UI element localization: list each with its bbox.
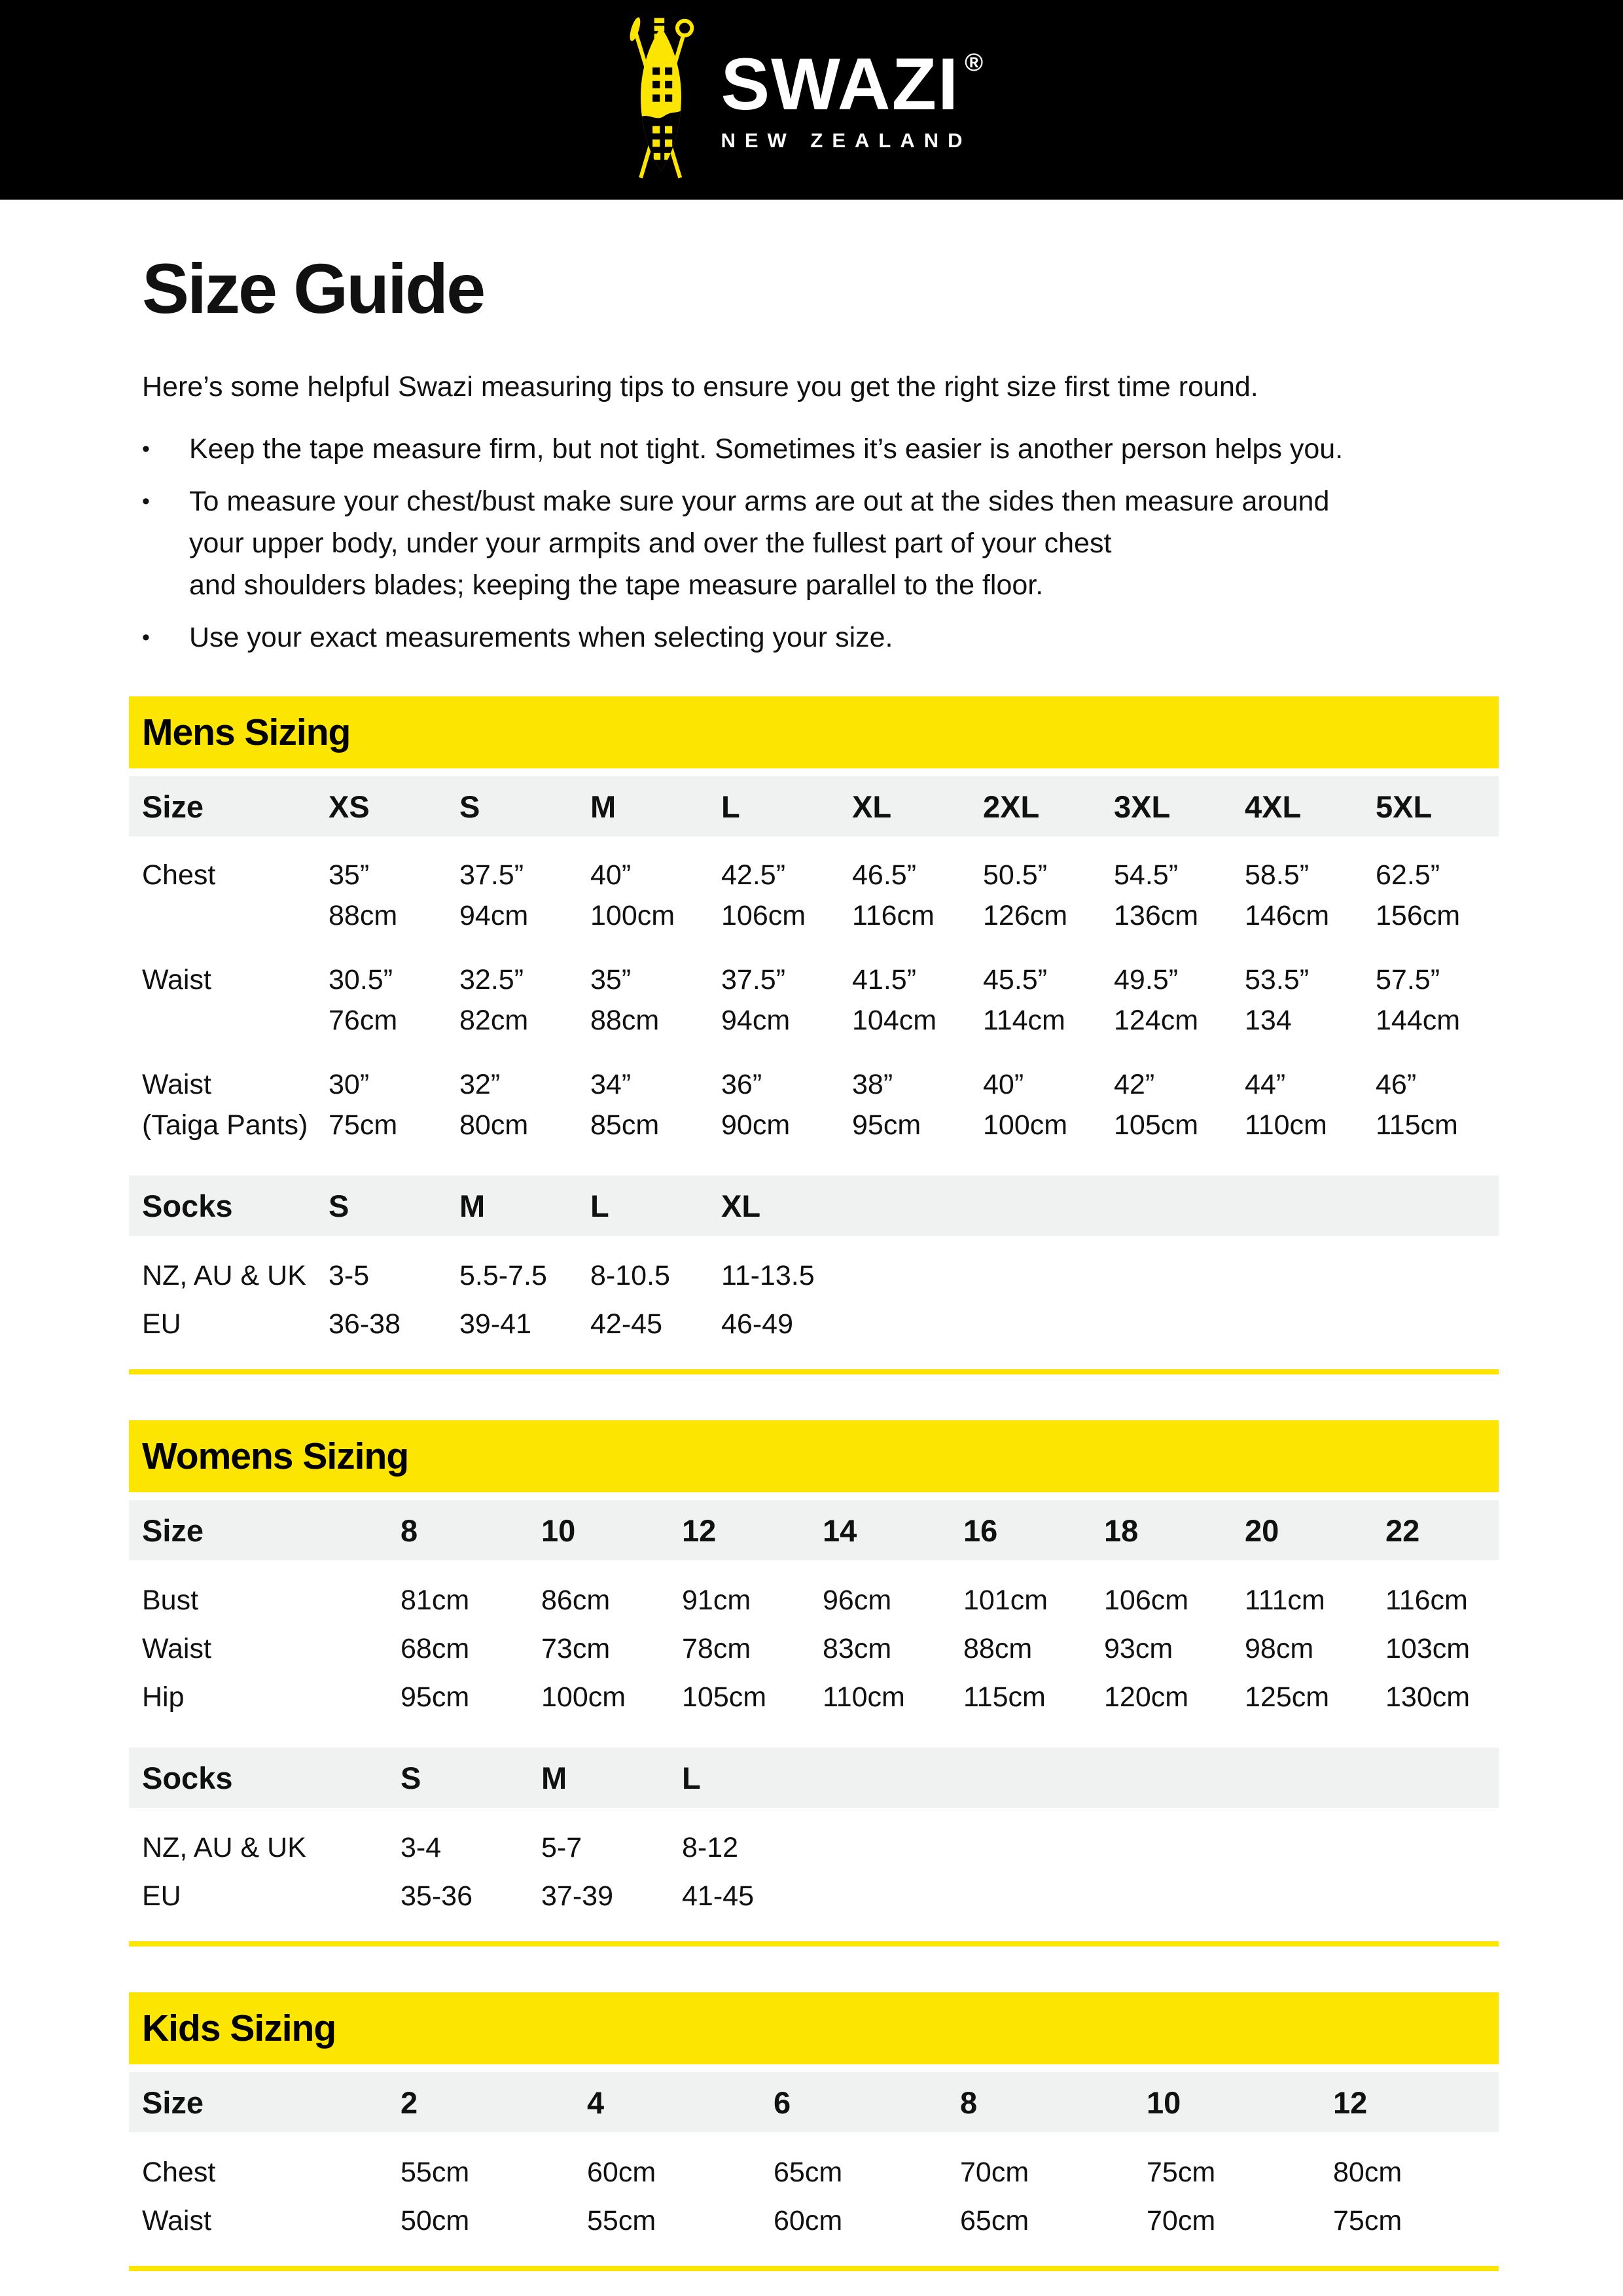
measurement-cell: [823, 1628, 963, 1669]
kids-size-header-row: [129, 2072, 1499, 2132]
size-header-label: Size: [142, 1513, 204, 1548]
bullet-marker: •: [142, 625, 150, 651]
measurement-cell: [1385, 1677, 1499, 1717]
measurement-cell: [459, 1064, 590, 1145]
mens-row-chest: [129, 855, 1499, 936]
inches-value: 32.5”: [459, 964, 524, 996]
cm-value: 90cm: [721, 1109, 791, 1141]
measurement-cell: [401, 1827, 541, 1868]
measurement-cell: [401, 1876, 541, 1916]
size-column-header: S: [329, 1188, 349, 1223]
cm-value: 136cm: [1114, 900, 1199, 932]
womens-sizing-section: [129, 1420, 1499, 1946]
inches-value: 50.5”: [983, 859, 1048, 891]
cm-value: 101cm: [963, 1585, 1048, 1617]
cm-value: 111cm: [1245, 1585, 1325, 1617]
mens-socks-row-nz: [129, 1255, 1499, 1296]
inches-value: 30.5”: [329, 964, 393, 996]
cm-value: 105cm: [682, 1681, 767, 1713]
measurement-cell: [590, 960, 721, 1041]
cm-value: 94cm: [459, 900, 529, 932]
inches-value: 35”: [590, 964, 632, 996]
inches-value: 42”: [1114, 1069, 1155, 1101]
inches-value: 46.5”: [852, 859, 917, 891]
inches-value: 30”: [329, 1069, 370, 1101]
cm-value: 106cm: [721, 900, 806, 932]
cm-value: 146cm: [1245, 900, 1330, 932]
measurement-cell: [401, 1580, 541, 1621]
measurement-cell: [541, 1628, 682, 1669]
cm-value: 100cm: [983, 1109, 1068, 1141]
cm-value: 80cm: [459, 1109, 529, 1141]
mens-sizing-band: Mens Sizing: [129, 696, 1499, 768]
inches-value: 35”: [329, 859, 370, 891]
cm-value: 125cm: [1245, 1681, 1330, 1713]
section-divider-rule: [129, 2266, 1499, 2271]
size-column-header: L: [682, 1760, 701, 1795]
cm-value: 124cm: [1114, 1005, 1199, 1037]
cm-value: 126cm: [983, 900, 1068, 932]
size-column-header: 14: [823, 1513, 857, 1548]
page-content: [129, 249, 1499, 2271]
size-column-header: S: [401, 1760, 421, 1795]
bullet-marker: •: [142, 437, 150, 462]
measurement-cell: [1104, 1677, 1245, 1717]
range-value: 11-13.5: [721, 1260, 815, 1292]
size-column-header: 4XL: [1245, 789, 1302, 824]
measurement-cell: [459, 1255, 590, 1296]
size-column-header: L: [590, 1188, 609, 1223]
cm-value: 110cm: [1245, 1109, 1327, 1141]
measurement-cell: [983, 855, 1114, 936]
cm-value: 130cm: [1385, 1681, 1471, 1713]
cm-value: 144cm: [1376, 1005, 1461, 1037]
tip-text: To measure your chest/bust make sure your arms are out at the sides then measure around: [189, 486, 1330, 518]
measurement-cell: [401, 1677, 541, 1717]
registered-mark: ®: [965, 48, 984, 77]
measurement-cell: [541, 1827, 682, 1868]
measurement-cell: [823, 1580, 963, 1621]
cm-value: 156cm: [1376, 900, 1461, 932]
size-column-header: 10: [1147, 2085, 1181, 2120]
cm-value: 95cm: [401, 1681, 470, 1713]
cm-value: 106cm: [1104, 1585, 1189, 1617]
measurement-cell: [823, 1677, 963, 1717]
measurement-cell: [852, 855, 983, 936]
womens-socks-header-row: [129, 1748, 1499, 1808]
measurement-cell: [1333, 2200, 1499, 2241]
mens-socks-header-row: [129, 1175, 1499, 1236]
inches-value: 62.5”: [1376, 859, 1440, 891]
womens-sizing-band: Womens Sizing: [129, 1420, 1499, 1492]
size-column-header: 6: [774, 2085, 791, 2120]
range-value: 35-36: [401, 1880, 473, 1912]
measurement-cell: [983, 1064, 1114, 1145]
inches-value: 40”: [590, 859, 632, 891]
inches-value: 41.5”: [852, 964, 917, 996]
row-label: Bust: [142, 1585, 199, 1617]
cm-value: 65cm: [774, 2157, 843, 2189]
measurement-cell: [1104, 1628, 1245, 1669]
measurement-cell: [774, 2200, 960, 2241]
cm-value: 70cm: [1147, 2205, 1216, 2237]
tip-item: [142, 617, 1499, 658]
measurement-cell: [1376, 855, 1499, 936]
inches-value: 46”: [1376, 1069, 1417, 1101]
intro-text: Here’s some helpful Swazi measuring tips to ensure you get the right size first time round.: [142, 371, 1258, 403]
measurement-cell: [1376, 1064, 1499, 1145]
row-label: NZ, AU & UK: [142, 1832, 306, 1864]
cm-value: 100cm: [590, 900, 675, 932]
measurement-cell: [590, 1304, 721, 1344]
cm-value: 82cm: [459, 1005, 529, 1037]
cm-value: 60cm: [774, 2205, 843, 2237]
brand-block: [721, 43, 1001, 152]
kids-sizing-band: Kids Sizing: [129, 1992, 1499, 2064]
measurement-cell: [682, 1580, 823, 1621]
tip-text: and shoulders blades; keeping the tape measure parallel to the floor.: [189, 569, 1044, 601]
measurement-cell: [1385, 1580, 1499, 1621]
measurement-cell: [329, 1064, 459, 1145]
measurement-cell: [541, 1580, 682, 1621]
cm-value: 60cm: [587, 2157, 656, 2189]
cm-value: 94cm: [721, 1005, 791, 1037]
cm-value: 100cm: [541, 1681, 626, 1713]
womens-socks-row-eu: [129, 1876, 1499, 1916]
row-label: EU: [142, 1880, 181, 1912]
measurement-cell: [401, 1628, 541, 1669]
section-divider-rule: [129, 1941, 1499, 1946]
cm-value: 98cm: [1245, 1633, 1314, 1665]
tip-text: Keep the tape measure firm, but not tight. Sometimes it’s easier is another person helps you.: [189, 433, 1344, 465]
measurement-cell: [721, 1304, 852, 1344]
size-column-header: XS: [329, 789, 370, 824]
inches-value: 57.5”: [1376, 964, 1440, 996]
cm-value: 55cm: [401, 2157, 470, 2189]
size-column-header: L: [721, 789, 740, 824]
size-column-header: 18: [1104, 1513, 1139, 1548]
cm-value: 80cm: [1333, 2157, 1402, 2189]
size-column-header: 8: [960, 2085, 978, 2120]
size-column-header: 22: [1385, 1513, 1420, 1548]
row-label: Chest: [142, 859, 216, 891]
measurement-cell: [1147, 2200, 1333, 2241]
measurement-cell: [1114, 1064, 1245, 1145]
cm-value: 68cm: [401, 1633, 470, 1665]
measurement-cell: [541, 1876, 682, 1916]
size-column-header: M: [459, 1188, 486, 1223]
measurement-cell: [459, 1304, 590, 1344]
cm-value: 55cm: [587, 2205, 656, 2237]
range-value: 8-12: [682, 1832, 739, 1864]
range-value: 39-41: [459, 1308, 531, 1340]
inches-value: 49.5”: [1114, 964, 1179, 996]
inches-value: 45.5”: [983, 964, 1048, 996]
measurement-cell: [590, 1255, 721, 1296]
cm-value: 78cm: [682, 1633, 751, 1665]
measurement-cell: [1245, 1064, 1376, 1145]
cm-value: 88cm: [590, 1005, 660, 1037]
socks-header-label: Socks: [142, 1188, 233, 1223]
range-value: 3-5: [329, 1260, 370, 1292]
row-label: Chest: [142, 2157, 216, 2189]
cm-value: 134: [1245, 1005, 1292, 1037]
cm-value: 83cm: [823, 1633, 892, 1665]
tip-item: [142, 428, 1499, 470]
bullet-marker: [142, 522, 189, 564]
cm-value: 95cm: [852, 1109, 921, 1141]
cm-value: 116cm: [1385, 1585, 1468, 1617]
cm-value: 114cm: [983, 1005, 1065, 1037]
measurement-cell: [1333, 2152, 1499, 2193]
measurement-cell: [541, 1677, 682, 1717]
measurement-cell: [682, 1628, 823, 1669]
womens-size-header-row: [129, 1500, 1499, 1560]
size-column-header: XL: [852, 789, 892, 824]
measurement-cell: [721, 960, 852, 1041]
socks-header-label: Socks: [142, 1760, 233, 1795]
measurement-cell: [1104, 1580, 1245, 1621]
tip-item-continuation: [142, 564, 1499, 606]
inches-value: 38”: [852, 1069, 893, 1101]
inches-value: 37.5”: [459, 859, 524, 891]
measurement-cell: [329, 1255, 459, 1296]
measurement-cell: [1147, 2152, 1333, 2193]
row-label: Waist: [142, 2205, 211, 2237]
range-value: 46-49: [721, 1308, 793, 1340]
measurement-cell: [963, 1580, 1104, 1621]
bullet-marker: •: [142, 489, 150, 514]
cm-value: 75cm: [329, 1109, 398, 1141]
cm-value: 120cm: [1104, 1681, 1189, 1713]
size-column-header: M: [541, 1760, 567, 1795]
size-header-label: Size: [142, 2085, 204, 2120]
cm-value: 115cm: [963, 1681, 1046, 1713]
cm-value: 110cm: [823, 1681, 905, 1713]
womens-row-waist: [129, 1628, 1499, 1669]
size-column-header: 3XL: [1114, 789, 1171, 824]
cm-value: 88cm: [963, 1633, 1033, 1665]
size-column-header: 10: [541, 1513, 576, 1548]
measurement-cell: [590, 855, 721, 936]
range-value: 5.5-7.5: [459, 1260, 547, 1292]
inches-value: 54.5”: [1114, 859, 1179, 891]
size-column-header: M: [590, 789, 616, 824]
range-value: 36-38: [329, 1308, 401, 1340]
measurement-cell: [960, 2200, 1147, 2241]
inches-value: 32”: [459, 1069, 501, 1101]
tip-item: [142, 480, 1499, 522]
section-divider-rule: [129, 1369, 1499, 1374]
mens-row-waist-taiga: [129, 1064, 1499, 1145]
measurement-cell: [1114, 855, 1245, 936]
cm-value: 104cm: [852, 1005, 937, 1037]
row-label: Waist: [142, 964, 211, 996]
size-column-header: 20: [1245, 1513, 1279, 1548]
measurement-cell: [587, 2152, 774, 2193]
inches-value: 58.5”: [1245, 859, 1310, 891]
cm-value: 116cm: [852, 900, 935, 932]
inches-value: 36”: [721, 1069, 762, 1101]
range-value: 37-39: [541, 1880, 613, 1912]
page-title: Size Guide: [142, 249, 484, 328]
size-column-header: 4: [587, 2085, 605, 2120]
inches-value: 42.5”: [721, 859, 786, 891]
measurement-cell: [682, 1876, 823, 1916]
cm-value: 75cm: [1147, 2157, 1216, 2189]
size-column-header: 16: [963, 1513, 998, 1548]
measurement-cell: [1114, 960, 1245, 1041]
womens-row-bust: [129, 1580, 1499, 1621]
mens-sizing-section: [129, 696, 1499, 1374]
measurement-cell: [963, 1677, 1104, 1717]
measurement-cell: [963, 1628, 1104, 1669]
brand-header: [0, 0, 1623, 200]
measurement-cell: [459, 855, 590, 936]
womens-socks-row-nz: [129, 1827, 1499, 1868]
measurement-cell: [401, 2152, 587, 2193]
brand-name: SWAZI: [721, 43, 960, 125]
womens-row-hip: [129, 1677, 1499, 1717]
measurement-cell: [1245, 960, 1376, 1041]
measurement-cell: [852, 1064, 983, 1145]
row-label: Waist: [142, 1633, 211, 1665]
measuring-tips-list: [129, 428, 1499, 658]
range-value: 42-45: [590, 1308, 662, 1340]
measurement-cell: [587, 2200, 774, 2241]
cm-value: 86cm: [541, 1585, 611, 1617]
cm-value: 85cm: [590, 1109, 660, 1141]
range-value: 41-45: [682, 1880, 754, 1912]
measurement-cell: [983, 960, 1114, 1041]
kids-row-chest: [129, 2152, 1499, 2193]
cm-value: 96cm: [823, 1585, 892, 1617]
measurement-cell: [329, 960, 459, 1041]
measurement-cell: [682, 1677, 823, 1717]
kids-sizing-section: [129, 1992, 1499, 2271]
range-value: 3-4: [401, 1832, 442, 1864]
measurement-cell: [1385, 1628, 1499, 1669]
range-value: 8-10.5: [590, 1260, 670, 1292]
mens-size-header-row: [129, 776, 1499, 836]
measurement-cell: [721, 1255, 852, 1296]
cm-value: 88cm: [329, 900, 398, 932]
measurement-cell: [1245, 1677, 1385, 1717]
size-column-header: 2: [401, 2085, 418, 2120]
bullet-marker: [142, 564, 189, 606]
swazi-shield-icon: [621, 16, 701, 185]
size-column-header: 12: [1333, 2085, 1368, 2120]
inches-value: 40”: [983, 1069, 1024, 1101]
tip-item-continuation: [142, 522, 1499, 564]
cm-value: 103cm: [1385, 1633, 1471, 1665]
inches-value: 44”: [1245, 1069, 1286, 1101]
range-value: 5-7: [541, 1832, 582, 1864]
size-column-header: XL: [721, 1188, 761, 1223]
measurement-cell: [401, 2200, 587, 2241]
size-column-header: 2XL: [983, 789, 1040, 824]
row-label: Hip: [142, 1681, 185, 1713]
kids-row-waist: [129, 2200, 1499, 2241]
measurement-cell: [329, 1304, 459, 1344]
cm-value: 76cm: [329, 1005, 398, 1037]
cm-value: 75cm: [1333, 2205, 1402, 2237]
row-label: NZ, AU & UK: [142, 1260, 306, 1292]
measurement-cell: [721, 855, 852, 936]
mens-row-waist: [129, 960, 1499, 1041]
measurement-cell: [590, 1064, 721, 1145]
inches-value: 37.5”: [721, 964, 786, 996]
brand-tagline: NEW ZEALAND: [721, 128, 972, 152]
cm-value: 105cm: [1114, 1109, 1199, 1141]
inches-value: 53.5”: [1245, 964, 1310, 996]
measurement-cell: [1376, 960, 1499, 1041]
measurement-cell: [1245, 855, 1376, 936]
row-label: EU: [142, 1308, 181, 1340]
measurement-cell: [960, 2152, 1147, 2193]
cm-value: 81cm: [401, 1585, 470, 1617]
size-column-header: 8: [401, 1513, 418, 1548]
measurement-cell: [329, 855, 459, 936]
cm-value: 91cm: [682, 1585, 751, 1617]
measurement-cell: [1245, 1628, 1385, 1669]
tip-text: Use your exact measurements when selecting your size.: [189, 622, 893, 654]
tip-text: your upper body, under your armpits and over the fullest part of your chest: [189, 528, 1112, 560]
measurement-cell: [682, 1827, 823, 1868]
cm-value: 50cm: [401, 2205, 470, 2237]
mens-socks-row-eu: [129, 1304, 1499, 1344]
measurement-cell: [774, 2152, 960, 2193]
inches-value: 34”: [590, 1069, 632, 1101]
measurement-cell: [459, 960, 590, 1041]
size-header-label: Size: [142, 789, 204, 824]
cm-value: 70cm: [960, 2157, 1029, 2189]
row-label: Waist (Taiga Pants): [142, 1069, 308, 1141]
cm-value: 73cm: [541, 1633, 611, 1665]
measurement-cell: [721, 1064, 852, 1145]
cm-value: 93cm: [1104, 1633, 1173, 1665]
cm-value: 115cm: [1376, 1109, 1458, 1141]
size-column-header: 12: [682, 1513, 717, 1548]
size-column-header: 5XL: [1376, 789, 1433, 824]
measurement-cell: [1245, 1580, 1385, 1621]
size-column-header: S: [459, 789, 480, 824]
measurement-cell: [852, 960, 983, 1041]
cm-value: 65cm: [960, 2205, 1029, 2237]
